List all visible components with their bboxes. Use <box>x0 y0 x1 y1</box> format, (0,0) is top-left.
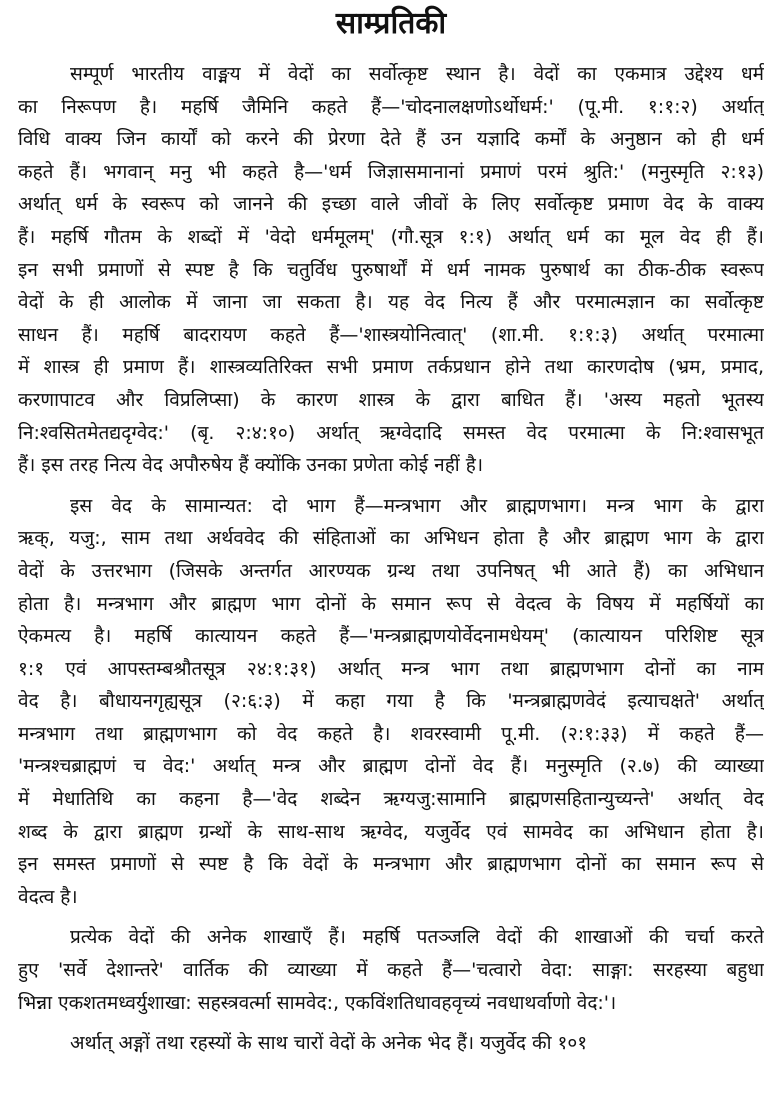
text-line: वेद है। बौधायनगृह्यसूत्र (२:६:३) में कहा गया है कि 'मन्त्रब्राह्मणवेदं इत्याचक्षते' अर्थात् <box>18 690 764 713</box>
text-line: इन सभी प्रमाणों से स्पष्ट है कि चतुर्विध पुरुषार्थों में धर्म नामक पुरुषार्थ का ठीक-ठीक स्वरूप <box>18 258 764 281</box>
text-line: विधि वाक्य जिन कार्यों को करने की प्रेरणा देते हैं उन यज्ञादि कर्मों के अनुष्ठान को ही धर्म <box>18 128 764 151</box>
text-line: इस वेद के सामान्यत: दो भाग हैं—मन्त्रभाग और ब्राह्मणभाग। मन्त्र भाग के द्वारा <box>70 494 764 517</box>
text-line: वेदों के उत्तरभाग (जिसके अन्तर्गत आरण्यक ग्रन्थ तथा उपनिषत् भी आते हैं) का अभिधान <box>18 559 764 582</box>
text-line: मन्त्रभाग तथा ब्राह्मणभाग को वेद कहते है। शवरस्वामी पू.मी. (२:१:३३) में कहते हैं— <box>18 722 764 745</box>
paragraph <box>18 921 764 1019</box>
document-body <box>18 58 764 1060</box>
text-line: इन समस्त प्रमाणों से स्पष्ट है कि वेदों के मन्त्रभाग और ब्राह्मणभाग दोनों का समान रूप से <box>18 853 764 876</box>
text-line: ऐकमत्य है। महर्षि कात्यायन कहते हैं—'मन्त्रब्राह्मणयोर्वेदनामधेयम्' (कात्यायन परिशिष्ट सूत्र <box>18 625 764 648</box>
text-line: अर्थात् धर्म के स्वरूप को जानने की इच्छा वाले जीवों के लिए सर्वोत्कृष्ट प्रमाण वेद के वाक्य <box>18 193 764 216</box>
paragraph <box>18 1027 764 1060</box>
text-line: 'मन्त्रश्चब्राह्मणं च वेद:' अर्थात् मन्त्र और ब्राह्मण दोनों वेद हैं। मनुस्मृति (२.७) की व्याख्या <box>18 755 764 778</box>
text-line: नि:श्वसितमेतद्यदृग्वेद:' (बृ. २:४:१०) अर्थात् ऋग्वेदादि समस्त वेद परमात्मा के नि:श्वासभूत <box>18 421 764 444</box>
paragraph <box>18 58 764 482</box>
text-line: शब्द के द्वारा ब्राह्मण ग्रन्थों के साथ-साथ ऋग्वेद, यजुर्वेद एवं सामवेद का अभिधान होता है। <box>18 820 764 843</box>
text-line: वेदत्व है। <box>18 885 78 908</box>
text-line: का निरूपण है। महर्षि जैमिनि कहते हैं—'चोदनालक्षणोऽर्थोधर्म:' (पू.मी. १:१:२) अर्थात् <box>18 95 764 118</box>
text-line: ऋक्, यजु:, साम तथा अर्थववेद की संहिताओं का अभिधन होता है और ब्राह्मण भाग के द्वारा <box>18 527 764 550</box>
text-line: अर्थात् अङ्गों तथा रहस्यों के साथ चारों वेदों के अनेक भेद हैं। यजुर्वेद की १०१ <box>70 1032 588 1055</box>
text-line: १:१ एवं आपस्तम्बश्रौतसूत्र २४:१:३१) अर्थात् मन्त्र भाग तथा ब्राह्मणभाग दोनों का नाम <box>18 657 764 680</box>
text-line: में मेधातिथि का कहना है—'वेद शब्देन ऋग्यजु:सामानि ब्राह्मणसहितान्युच्यन्ते' अर्थात् वेद <box>18 788 764 811</box>
paragraph <box>18 490 764 914</box>
text-line: प्रत्येक वेदों की अनेक शाखाएँ हैं। महर्षि पतञ्जलि वेदों की शाखाओं की चर्चा करते <box>70 926 764 949</box>
text-line: सम्पूर्ण भारतीय वाङ्मय में वेदों का सर्वोत्कृष्ट स्थान है। वेदों का एकमात्र उद्देश्य धर्म <box>70 63 764 85</box>
text-line: हैं। इस तरह नित्य वेद अपौरुषेय हैं क्योंकि उनका प्रणेता कोई नहीं है। <box>18 454 484 477</box>
page-title: साम्प्रतिकी <box>335 6 447 41</box>
text-line: भिन्ना एकशतमध्वर्युशाखा: सहस्त्रवर्त्मा सामवेद:, एकविंशतिधावहवृच्यं नवधाथर्वाणो वेद:'। <box>18 991 617 1014</box>
text-line: कहते हैं। भगवान् मनु भी कहते है—'धर्म जिज्ञासमानानां प्रमाणं परमं श्रुति:' (मनुस्मृति २:१३) <box>18 160 764 183</box>
text-line: हैं। महर्षि गौतम के शब्दों में 'वेदो धर्ममूलम्' (गौ.सूत्र १:१) अर्थात् धर्म का मूल वेद ही हैं। <box>18 225 764 248</box>
text-line: होता है। मन्त्रभाग और ब्राह्मण भाग दोनों के समान रूप से वेदत्व के विषय में महर्षियों का <box>18 592 764 615</box>
text-line: साधन हैं। महर्षि बादरायण कहते हैं—'शास्त्रयोनित्वात्' (शा.मी. १:१:३) अर्थात् परमात्मा <box>18 323 764 346</box>
text-line: में शास्त्र ही प्रमाण हैं। शास्त्रव्यतिरिक्त सभी प्रमाण तर्कप्रधान होने तथा कारणदोष (भ्रम, प्रमाद, <box>18 356 764 379</box>
text-line: करणापाटव और विप्रलिप्सा) के कारण शास्त्र के द्वारा बाधित हैं। 'अस्य महतो भूतस्य <box>18 388 764 411</box>
text-line: हुए 'सर्वे देशान्तरे' वार्तिक की व्याख्या में कहते हैं—'चत्वारो वेदा: साङ्गा: सरहस्या बहुधा <box>18 959 764 982</box>
text-line: वेदों के ही आलोक में जाना जा सकता है। यह वेद नित्य हैं और परमात्मज्ञान का सर्वोत्कृष्ट <box>18 291 764 314</box>
